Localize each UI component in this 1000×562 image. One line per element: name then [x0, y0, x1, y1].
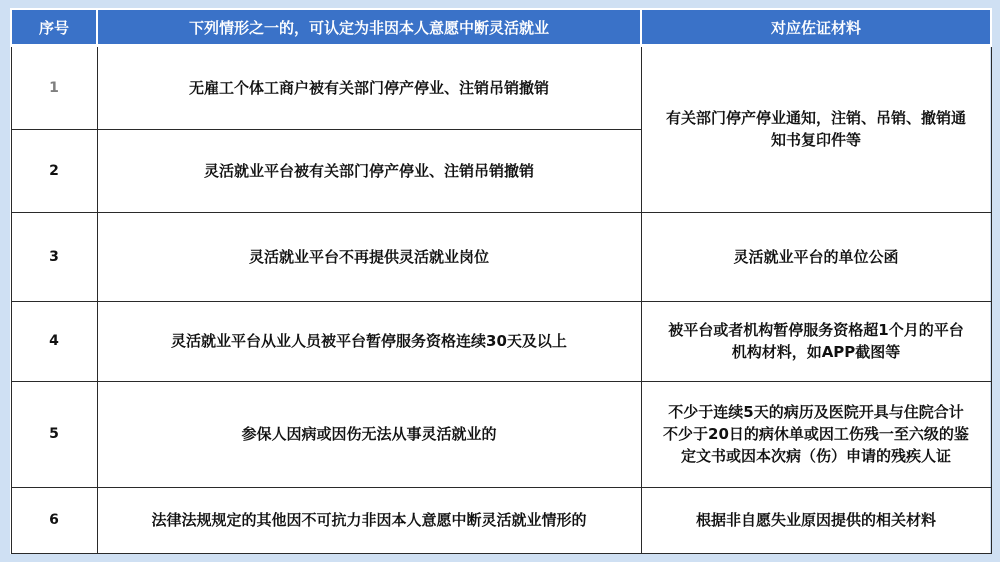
row-material-merged: 有关部门停产停业通知，注销、吊销、撤销通知书复印件等	[641, 46, 991, 213]
row-situation: 灵活就业平台从业人员被平台暂停服务资格连续30天及以上	[97, 301, 641, 382]
row-number: 1	[11, 46, 97, 130]
table-row	[11, 382, 991, 487]
row-material: 不少于连续5天的病历及医院开具与住院合计不少于20日的病休单或因工伤残一至六级的鉴定文书或因本次病（伤）申请的残疾人证	[641, 382, 991, 487]
row-number: 3	[11, 212, 97, 301]
table-row	[11, 46, 991, 130]
row-number: 4	[11, 301, 97, 382]
row-situation: 法律法规规定的其他因不可抗力非因本人意愿中断灵活就业情形的	[97, 487, 641, 553]
row-situation: 无雇工个体工商户被有关部门停产停业、注销吊销撤销	[97, 46, 641, 130]
header-row	[11, 9, 991, 46]
row-number: 6	[11, 487, 97, 553]
row-material: 被平台或者机构暂停服务资格超1个月的平台机构材料，如APP截图等	[641, 301, 991, 382]
row-material: 灵活就业平台的单位公函	[641, 212, 991, 301]
row-situation: 灵活就业平台不再提供灵活就业岗位	[97, 212, 641, 301]
header-serial: 序号	[11, 9, 97, 46]
row-number: 5	[11, 382, 97, 487]
row-situation: 参保人因病或因伤无法从事灵活就业的	[97, 382, 641, 487]
header-material: 对应佐证材料	[641, 9, 991, 46]
row-material: 根据非自愿失业原因提供的相关材料	[641, 487, 991, 553]
table-row	[11, 212, 991, 301]
table-row	[11, 487, 991, 553]
table-frame	[10, 8, 990, 554]
table-row	[11, 301, 991, 382]
row-situation: 灵活就业平台被有关部门停产停业、注销吊销撤销	[97, 129, 641, 212]
header-situation: 下列情形之一的，可认定为非因本人意愿中断灵活就业	[97, 9, 641, 46]
row-number: 2	[11, 129, 97, 212]
criteria-table	[10, 8, 992, 554]
